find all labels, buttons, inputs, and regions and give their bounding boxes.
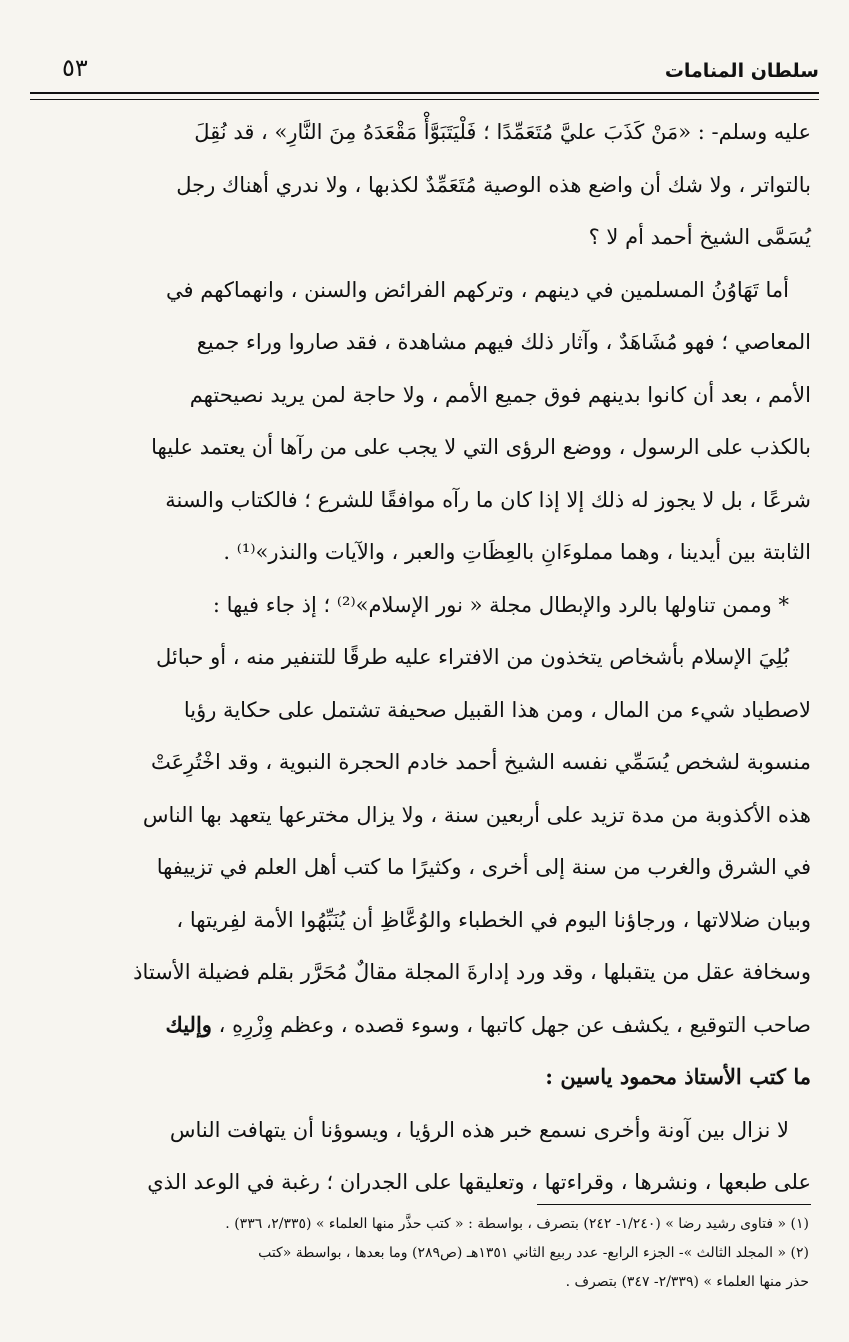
page-number: ٥٣: [62, 54, 88, 82]
header-rule-thin: [30, 99, 819, 100]
footnote-2-continued: حذر منها العلماء » (٢/٣٣٩- ٣٤٧) بتصرف .: [565, 1274, 809, 1290]
header-rule-thick: [30, 92, 819, 94]
text-segment: صاحب التوقيع ، يكشف عن جهل كاتبها ، وسوء قصده ، وعظم وِزْرِهِ ،: [211, 1012, 811, 1037]
text-line: المعاصي ؛ فهو مُشَاهَدٌ ، وآثار ذلك فيهم مشاهدة ، فقد صاروا وراء جميع: [196, 330, 811, 354]
text-line: لاصطياد شيء من المال ، ومن هذا القبيل صحيفة تشتمل على حكاية رؤيا: [183, 697, 811, 722]
text-line: هذه الأكذوبة من مدة تزيد على أربعين سنة ، ولا يزال مخترعها يتعهد بها الناس: [142, 802, 811, 827]
text-line: على طبعها ، ونشرها ، وقراءتها ، وتعليقها على الجدران ؛ رغبة في الوعد الذي: [147, 1170, 811, 1194]
text-line: أما تَهَاوُنُ المسلمين في دينهم ، وتركهم الفرائض والسنن ، وانهماكهم في: [166, 277, 789, 302]
text-line: [38, 999, 811, 1052]
text-line: بالتواتر ، ولا شك أن واضع هذه الوصية مُتَعَمِّدٌ لكذبها ، ولا ندري أهناك رجل: [176, 172, 811, 197]
text-line: يُسَمَّى الشيخ أحمد أم لا ؟: [588, 225, 811, 249]
text-line: بالكذب على الرسول ، ووضع الرؤى التي لا يجب على من رآها أن يعتمد عليها: [151, 435, 811, 459]
running-title: سلطان المنامات: [664, 60, 819, 82]
text-line-bold: ما كتب الأستاذ محمود ياسين :: [545, 1064, 811, 1089]
text-line: بُلِيَ الإسلام بأشخاص يتخذون من الافتراء عليه طرقًا للتنفير منه ، أو حبائل: [155, 645, 789, 669]
text-line: في الشرق والغرب من سنة إلى أخرى ، وكثيرًا ما كتب أهل العلم في تزييفها: [156, 855, 811, 879]
main-text: [38, 106, 811, 1209]
footnote-1: (١) « فتاوى رشيد رضا » (١/٢٤٠- ٢٤٢) بتصرف ، بواسطة : « كتب حذَّر منها العلماء » (٢/٣٣٥، ٣٣٦) .: [225, 1216, 809, 1232]
running-header: [58, 50, 819, 90]
text-line: الأمم ، بعد أن كانوا بدينهم فوق جميع الأمم ، ولا حاجة لمن يريد نصيحتهم: [189, 382, 811, 407]
text-line: * وممن تناولها بالرد والإبطال مجلة « نور الإسلام»⁽²⁾ ؛ إذ جاء فيها :: [212, 592, 789, 617]
footnote-2: (٢) « المجلد الثالث »- الجزء الرابع- عدد ربيع الثاني ١٣٥١هـ (ص٢٨٩) وما بعدها ، بواسطة «كتب: [258, 1245, 809, 1261]
text-line: عليه وسلم- : «مَنْ كَذَبَ عليَّ مُتَعَمِّدًا ؛ فَلْيَتَبَوَّأْ مَقْعَدَهُ مِنَ النَّارِ» ، قد نُقِلَ: [194, 120, 811, 144]
text-line: منسوبة لشخص يُسَمِّي نفسه الشيخ أحمد خادم الحجرة النبوية ، وقد اخْتُرِعَتْ: [150, 750, 811, 774]
text-line: شرعًا ، بل لا يجوز له ذلك إلا إذا كان ما رآه موافقًا للشرع ؛ فالكتاب والسنة: [165, 487, 811, 512]
text-segment-bold: وإليك: [165, 1011, 212, 1037]
footnote-separator: [537, 1204, 811, 1205]
text-line: وبيان ضلالاتها ، ورجاؤنا اليوم في الخطباء والوُعَّاظِ أن يُنَبِّهُوا الأمة لفِريتها ،: [176, 907, 811, 932]
text-line: وسخافة عقل من يتقبلها ، وقد ورد إدارةَ المجلة مقالٌ مُحَرَّر بقلم فضيلة الأستاذ: [133, 960, 811, 984]
text-line: الثابتة بين أيدينا ، وهما مملوءَانِ بالعِظَاتِ والعبر ، والآيات والنذر»⁽¹⁾ .: [223, 540, 811, 564]
footnotes: [38, 1210, 809, 1297]
text-line: لا نزال بين آونة وأخرى نسمع خبر هذه الرؤيا ، ويسوؤنا أن يتهافت الناس: [169, 1117, 789, 1142]
